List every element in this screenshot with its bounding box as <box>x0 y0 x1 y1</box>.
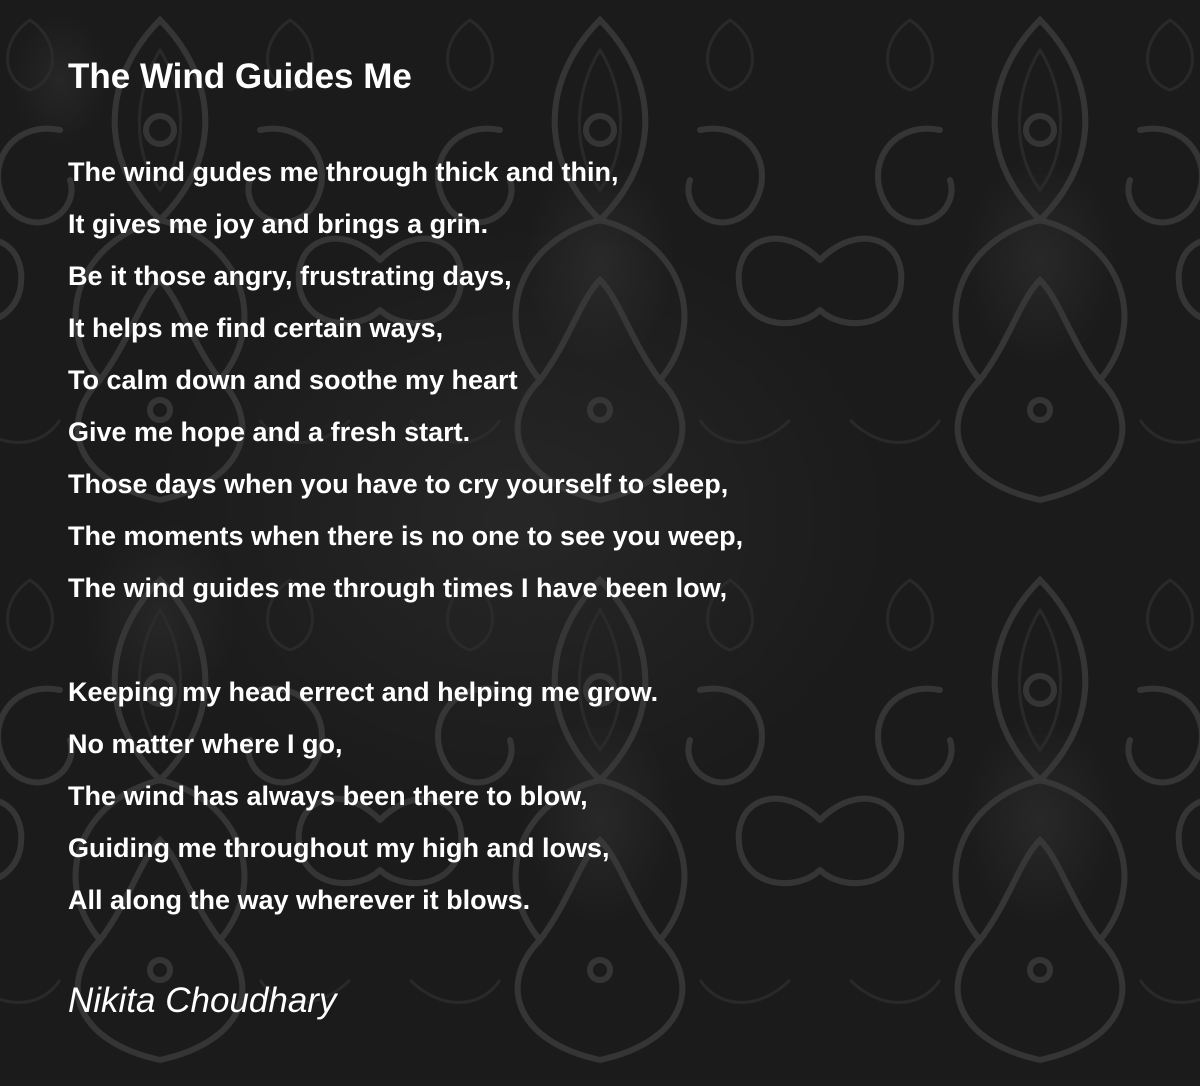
poem-line: Guiding me throughout my high and lows, <box>68 833 610 863</box>
poem-line: Be it those angry, frustrating days, <box>68 261 512 291</box>
poem-line: All along the way wherever it blows. <box>68 885 531 915</box>
poem-title: The Wind Guides Me <box>68 57 412 96</box>
poem-line: The wind gudes me through thick and thin, <box>68 157 619 187</box>
poem-line: The wind has always been there to blow, <box>68 781 588 811</box>
poem-line: Those days when you have to cry yourself to sleep, <box>68 469 729 499</box>
poem-line: It helps me find certain ways, <box>68 313 444 343</box>
poem-line: It gives me joy and brings a grin. <box>68 209 489 239</box>
poem-line: To calm down and soothe my heart <box>68 365 518 395</box>
poem-line: The moments when there is no one to see you weep, <box>68 521 744 551</box>
poem-line: The wind guides me through times I have been low, <box>68 573 728 603</box>
poem-container <box>68 48 1168 1026</box>
stanza-2 <box>68 666 1168 926</box>
poem-line: Keeping my head errect and helping me grow. <box>68 677 659 707</box>
poem-body <box>68 146 1168 926</box>
poem-line: Give me hope and a fresh start. <box>68 417 471 447</box>
author-name: Nikita Choudhary <box>68 981 337 1020</box>
poem-line: No matter where I go, <box>68 729 343 759</box>
stanza-1 <box>68 146 1168 614</box>
